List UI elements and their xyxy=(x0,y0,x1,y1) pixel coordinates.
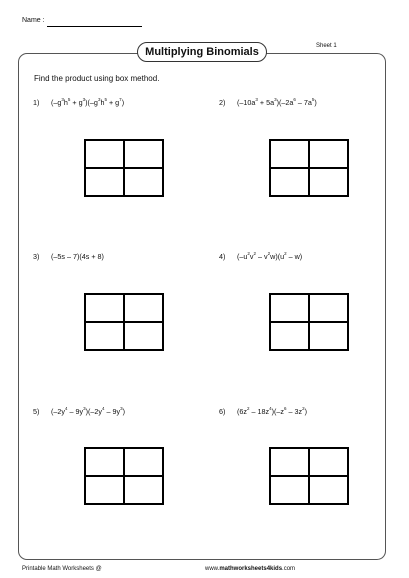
footer-url-site: mathworksheets4kids xyxy=(219,566,283,572)
box-cell[interactable] xyxy=(85,168,124,196)
answer-box-1[interactable] xyxy=(84,139,164,197)
box-cell[interactable] xyxy=(124,322,163,350)
box-cell[interactable] xyxy=(309,140,348,168)
box-cell[interactable] xyxy=(270,294,309,322)
problem-number: 3) xyxy=(33,252,40,261)
worksheet-title: Multiplying Binomials xyxy=(137,42,267,62)
problem-expression: $(-10a^3 + 5a^3)(-2a^6 - 7a^5)$ xyxy=(237,97,317,107)
answer-box-3[interactable] xyxy=(84,293,164,351)
footer-url-prefix: www. xyxy=(205,566,220,572)
problem-expression: $(-g^3h^5 + g^3)(-g^3h^5 + g^7)$ xyxy=(51,97,125,107)
box-cell[interactable] xyxy=(309,322,348,350)
problem-5 xyxy=(33,407,125,416)
name-label: Name : xyxy=(22,17,45,24)
problem-expression: $(-2y^4 - 9y^3)(-2y^4 - 9y^3)$ xyxy=(51,406,126,416)
name-line xyxy=(47,26,142,27)
problem-1 xyxy=(33,98,124,107)
box-cell[interactable] xyxy=(124,168,163,196)
answer-box-5[interactable] xyxy=(84,447,164,505)
problem-number: 2) xyxy=(219,98,226,107)
instruction-text: Find the product using box method. xyxy=(34,74,160,83)
box-cell[interactable] xyxy=(309,476,348,504)
sheet-label: Sheet 1 xyxy=(316,43,337,49)
box-cell[interactable] xyxy=(85,140,124,168)
problem-number: 6) xyxy=(219,407,226,416)
problem-3 xyxy=(33,252,104,261)
box-cell[interactable] xyxy=(124,476,163,504)
footer-url-suffix: .com xyxy=(282,566,296,572)
box-cell[interactable] xyxy=(124,294,163,322)
problem-6 xyxy=(219,407,307,416)
box-cell[interactable] xyxy=(270,322,309,350)
box-cell[interactable] xyxy=(270,448,309,476)
box-cell[interactable] xyxy=(85,448,124,476)
problem-number: 4) xyxy=(219,252,226,261)
box-cell[interactable] xyxy=(124,140,163,168)
box-cell[interactable] xyxy=(270,140,309,168)
problem-expression: (–5s – 7)(4s + 8) xyxy=(51,252,104,261)
box-cell[interactable] xyxy=(124,448,163,476)
problem-number: 1) xyxy=(33,98,40,107)
answer-box-4[interactable] xyxy=(269,293,349,351)
footer-label: Printable Math Worksheets @ xyxy=(22,566,102,572)
box-cell[interactable] xyxy=(85,322,124,350)
problem-4 xyxy=(219,252,302,261)
box-cell[interactable] xyxy=(85,294,124,322)
box-cell[interactable] xyxy=(85,476,124,504)
footer-website-link[interactable] xyxy=(205,566,295,572)
box-cell[interactable] xyxy=(309,168,348,196)
answer-box-2[interactable] xyxy=(269,139,349,197)
box-cell[interactable] xyxy=(309,294,348,322)
problem-expression: $(6z^2 - 18z^4)(-z^6 - 3z^2)$ xyxy=(237,406,308,416)
box-cell[interactable] xyxy=(270,476,309,504)
problem-2 xyxy=(219,98,317,107)
problem-number: 5) xyxy=(33,407,40,416)
answer-box-6[interactable] xyxy=(269,447,349,505)
box-cell[interactable] xyxy=(309,448,348,476)
problem-expression: $(-u^2v^2 - v^2w)(u^2 - w)$ xyxy=(237,251,303,261)
box-cell[interactable] xyxy=(270,168,309,196)
